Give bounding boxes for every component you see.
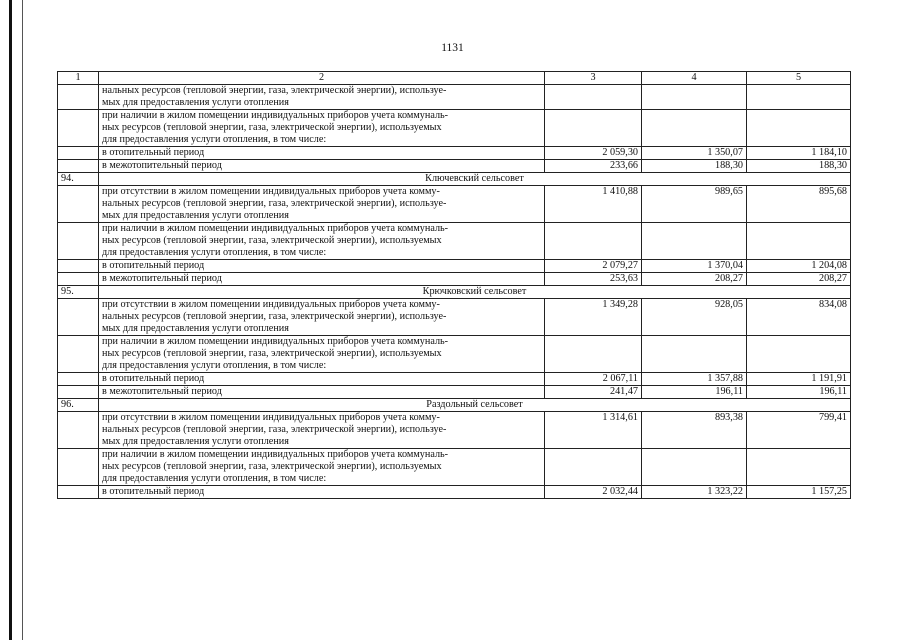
description-line: в межотопительный период <box>102 273 222 284</box>
section-row <box>58 399 851 412</box>
description-line: для предоставления услуги отопления, в том числе: <box>102 360 327 371</box>
row-number-cell <box>58 486 99 499</box>
value-col3-cell: 1 314,61 <box>545 412 642 449</box>
row-number-cell <box>58 223 99 260</box>
description-line: нальных ресурсов (тепловой энергии, газа, электрической энергии), используе- <box>102 311 447 322</box>
row-number-cell <box>58 160 99 173</box>
value-col4-cell: 1 357,88 <box>642 373 747 386</box>
section-number: 94. <box>58 173 99 186</box>
value-col3-cell: 253,63 <box>545 273 642 286</box>
row-number-cell <box>58 299 99 336</box>
description-cell <box>99 412 545 449</box>
value-col4-cell <box>642 223 747 260</box>
description-line: нальных ресурсов (тепловой энергии, газа, электрической энергии), используе- <box>102 198 447 209</box>
value-col5-cell: 1 191,91 <box>747 373 851 386</box>
value-col3-cell: 241,47 <box>545 386 642 399</box>
row-number-cell <box>58 336 99 373</box>
value-col3-cell: 1 349,28 <box>545 299 642 336</box>
value-col5-cell: 208,27 <box>747 273 851 286</box>
description-cell <box>99 273 545 286</box>
row-number-cell <box>58 260 99 273</box>
description-line: при отсутствии в жилом помещении индивидуальных приборов учета комму- <box>102 186 440 197</box>
table-row <box>58 85 851 110</box>
header-cell-3: 3 <box>545 72 642 85</box>
description-cell <box>99 160 545 173</box>
table-row <box>58 373 851 386</box>
value-col3-cell <box>545 223 642 260</box>
value-col4-cell: 928,05 <box>642 299 747 336</box>
description-line: нальных ресурсов (тепловой энергии, газа, электрической энергии), используе- <box>102 85 447 96</box>
description-line: ных ресурсов (тепловой энергии, газа, электрической энергии), используемых <box>102 122 442 133</box>
description-line: для предоставления услуги отопления, в том числе: <box>102 247 327 258</box>
section-number: 96. <box>58 399 99 412</box>
value-col4-cell <box>642 85 747 110</box>
description-cell <box>99 110 545 147</box>
value-col5-cell: 188,30 <box>747 160 851 173</box>
description-line: при отсутствии в жилом помещении индивидуальных приборов учета комму- <box>102 412 440 423</box>
value-col4-cell: 188,30 <box>642 160 747 173</box>
value-col3-cell: 1 410,88 <box>545 186 642 223</box>
value-col4-cell: 196,11 <box>642 386 747 399</box>
header-cell-2: 2 <box>99 72 545 85</box>
value-col3-cell: 2 079,27 <box>545 260 642 273</box>
value-col3-cell: 2 032,44 <box>545 486 642 499</box>
description-cell <box>99 186 545 223</box>
value-col4-cell: 1 323,22 <box>642 486 747 499</box>
description-line: для предоставления услуги отопления, в том числе: <box>102 473 327 484</box>
row-number-cell <box>58 186 99 223</box>
value-col5-cell: 895,68 <box>747 186 851 223</box>
value-col5-cell: 834,08 <box>747 299 851 336</box>
description-cell <box>99 147 545 160</box>
table-row <box>58 186 851 223</box>
table-row <box>58 412 851 449</box>
description-line: при наличии в жилом помещении индивидуальных приборов учета коммуналь- <box>102 449 449 460</box>
value-col3-cell <box>545 336 642 373</box>
description-line: при наличии в жилом помещении индивидуальных приборов учета коммуналь- <box>102 336 449 347</box>
value-col4-cell: 893,38 <box>642 412 747 449</box>
scan-edge-inner <box>22 0 23 640</box>
value-col3-cell <box>545 85 642 110</box>
table-row <box>58 273 851 286</box>
value-col4-cell <box>642 336 747 373</box>
section-title: Раздольный сельсовет <box>99 399 851 412</box>
section-title: Ключевский сельсовет <box>99 173 851 186</box>
description-cell <box>99 449 545 486</box>
table-row <box>58 223 851 260</box>
description-cell <box>99 260 545 273</box>
value-col3-cell <box>545 110 642 147</box>
table-row <box>58 260 851 273</box>
value-col4-cell: 208,27 <box>642 273 747 286</box>
description-line: ных ресурсов (тепловой энергии, газа, электрической энергии), используемых <box>102 235 442 246</box>
table-row <box>58 336 851 373</box>
value-col5-cell: 1 184,10 <box>747 147 851 160</box>
description-cell <box>99 299 545 336</box>
table-row <box>58 386 851 399</box>
value-col5-cell: 1 157,25 <box>747 486 851 499</box>
value-col5-cell <box>747 223 851 260</box>
value-col5-cell <box>747 110 851 147</box>
section-row <box>58 286 851 299</box>
value-col3-cell: 2 059,30 <box>545 147 642 160</box>
value-col3-cell: 233,66 <box>545 160 642 173</box>
description-cell <box>99 386 545 399</box>
value-col5-cell: 196,11 <box>747 386 851 399</box>
value-col5-cell: 799,41 <box>747 412 851 449</box>
page-number: 1131 <box>441 42 464 54</box>
value-col4-cell: 989,65 <box>642 186 747 223</box>
row-number-cell <box>58 147 99 160</box>
table-row <box>58 147 851 160</box>
value-col5-cell <box>747 85 851 110</box>
table-row <box>58 486 851 499</box>
table-row <box>58 110 851 147</box>
row-number-cell <box>58 273 99 286</box>
value-col4-cell: 1 370,04 <box>642 260 747 273</box>
description-cell <box>99 85 545 110</box>
value-col5-cell <box>747 336 851 373</box>
description-line: мых для предоставления услуги отопления <box>102 323 289 334</box>
section-row <box>58 173 851 186</box>
description-line: для предоставления услуги отопления, в том числе: <box>102 134 327 145</box>
description-line: мых для предоставления услуги отопления <box>102 436 289 447</box>
row-number-cell <box>58 110 99 147</box>
table-row <box>58 299 851 336</box>
row-number-cell <box>58 412 99 449</box>
table-row <box>58 160 851 173</box>
description-line: при наличии в жилом помещении индивидуальных приборов учета коммуналь- <box>102 110 449 121</box>
value-col4-cell <box>642 110 747 147</box>
description-line: в отопительный период <box>102 486 205 497</box>
description-line: мых для предоставления услуги отопления <box>102 97 289 108</box>
value-col5-cell <box>747 449 851 486</box>
value-col3-cell: 2 067,11 <box>545 373 642 386</box>
value-col3-cell <box>545 449 642 486</box>
section-title: Крючковский сельсовет <box>99 286 851 299</box>
header-row <box>58 72 851 85</box>
description-line: при отсутствии в жилом помещении индивидуальных приборов учета комму- <box>102 299 440 310</box>
section-number: 95. <box>58 286 99 299</box>
description-line: в отопительный период <box>102 373 205 384</box>
description-cell <box>99 223 545 260</box>
value-col5-cell: 1 204,08 <box>747 260 851 273</box>
description-cell <box>99 373 545 386</box>
tariff-table <box>57 71 851 499</box>
description-line: в отопительный период <box>102 147 205 158</box>
value-col4-cell: 1 350,07 <box>642 147 747 160</box>
description-line: при наличии в жилом помещении индивидуальных приборов учета коммуналь- <box>102 223 449 234</box>
description-line: в межотопительный период <box>102 386 222 397</box>
header-cell-4: 4 <box>642 72 747 85</box>
description-cell <box>99 336 545 373</box>
description-line: в межотопительный период <box>102 160 222 171</box>
value-col4-cell <box>642 449 747 486</box>
row-number-cell <box>58 386 99 399</box>
header-cell-1: 1 <box>58 72 99 85</box>
row-number-cell <box>58 85 99 110</box>
description-line: ных ресурсов (тепловой энергии, газа, электрической энергии), используемых <box>102 461 442 472</box>
row-number-cell <box>58 449 99 486</box>
description-line: в отопительный период <box>102 260 205 271</box>
table-row <box>58 449 851 486</box>
description-line: ных ресурсов (тепловой энергии, газа, электрической энергии), используемых <box>102 348 442 359</box>
scan-edge-outer <box>9 0 12 640</box>
description-line: мых для предоставления услуги отопления <box>102 210 289 221</box>
row-number-cell <box>58 373 99 386</box>
description-line: нальных ресурсов (тепловой энергии, газа, электрической энергии), используе- <box>102 424 447 435</box>
header-cell-5: 5 <box>747 72 851 85</box>
description-cell <box>99 486 545 499</box>
tariff-table-body <box>58 72 851 499</box>
